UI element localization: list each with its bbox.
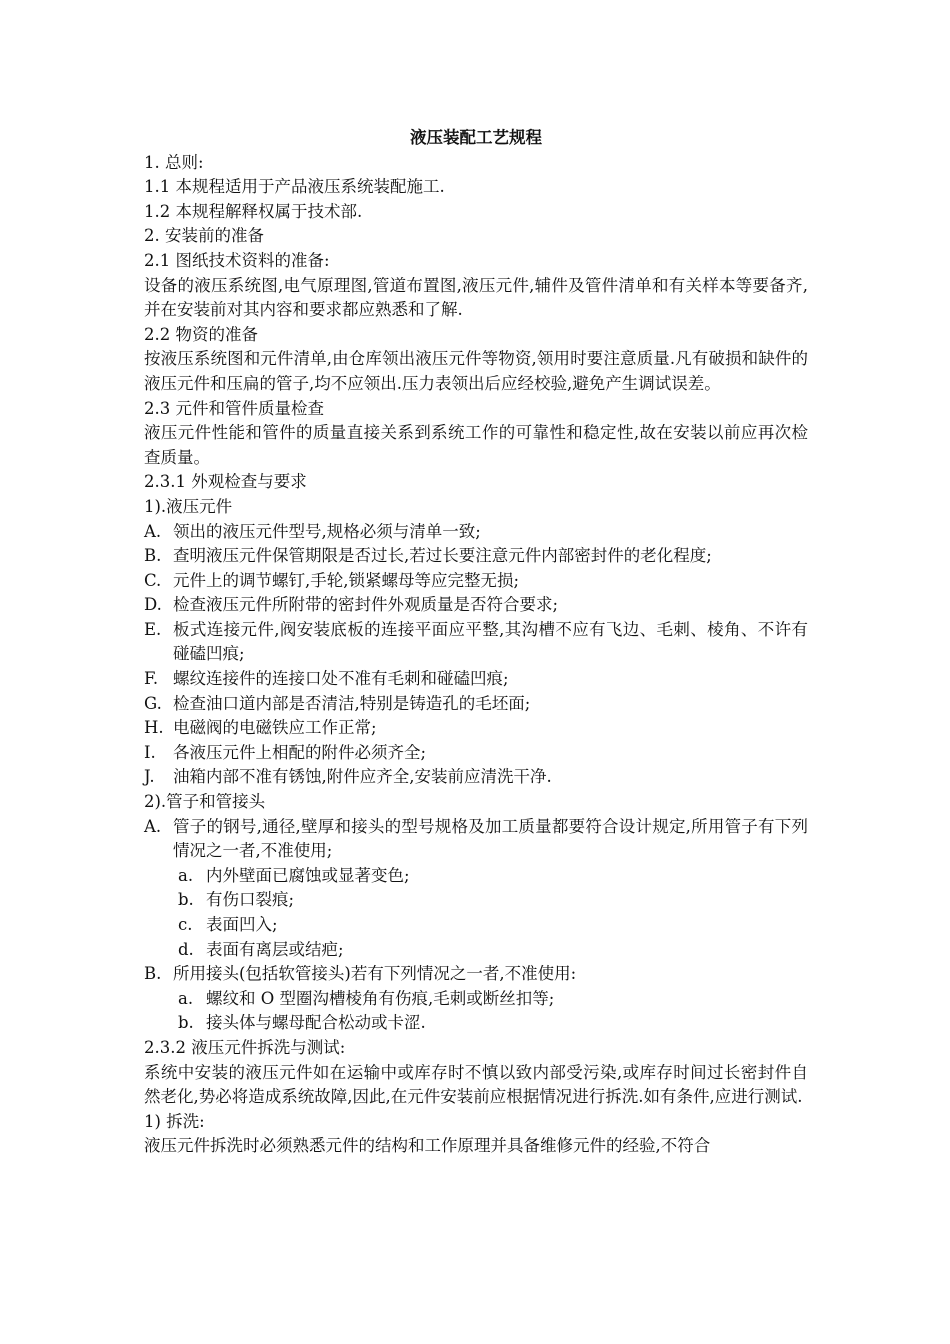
document-title: 液压装配工艺规程 (410, 128, 542, 147)
sub-list-item (144, 987, 808, 1012)
list-item-text: 所用接头(包括软管接头)若有下列情况之一者,不准使用: (173, 964, 577, 984)
list-item (144, 962, 808, 987)
sub-list-item-text: 有伤口裂痕; (206, 890, 295, 910)
sub-list-marker: b. (178, 1013, 194, 1033)
sub-list-marker: a. (178, 865, 194, 885)
sub-list-item (144, 1011, 808, 1036)
list-marker: A. (144, 521, 162, 541)
list-item (144, 815, 808, 864)
sub-list-item (144, 864, 808, 889)
document-body (144, 126, 808, 1159)
group-heading: 1) 拆洗: (144, 1111, 205, 1131)
clause-heading: 2.3.2 液压元件拆洗与测试: (144, 1037, 346, 1057)
list-item (144, 716, 808, 741)
list-item (144, 593, 808, 618)
paragraph: 设备的液压系统图,电气原理图,管道布置图,液压元件,辅件及管件清单和有关样本等要备齐,并在安装前对其内容和要求都应熟悉和了解. (144, 275, 808, 320)
list-item-text: 检查油口道内部是否清洁,特别是铸造孔的毛坯面; (173, 693, 531, 713)
list-item (144, 692, 808, 717)
list-item (144, 667, 808, 692)
sub-list-marker: a. (178, 988, 194, 1008)
paragraph: 按液压系统图和元件清单,由仓库领出液压元件等物资,领用时要注意质量.凡有破损和缺件的液压元件和压扁的管子,均不应领出.压力表领出后应经校验,避免产生调试误差。 (144, 349, 808, 393)
list-item (144, 544, 808, 569)
sub-list-item-text: 表面凹入; (206, 915, 278, 934)
group-heading: 1).液压元件 (144, 496, 233, 516)
list-marker: B. (144, 964, 162, 984)
sub-list-item (144, 913, 808, 938)
list-item (144, 569, 808, 594)
paragraph: 液压元件性能和管件的质量直接关系到系统工作的可靠性和稳定性,故在安装以前应再次检查质量。 (144, 423, 808, 467)
paragraph: 系统中安装的液压元件如在运输中或库存时不慎以致内部受污染,或库存时间过长密封件自然老化,势必将造成系统故障,因此,在元件安装前应根据情况进行拆洗.如有条件,应进行测试. (144, 1062, 808, 1107)
list-item-text: 查明液压元件保管期限是否过长,若过长要注意元件内部密封件的老化程度; (173, 546, 712, 566)
clause-heading: 2.1 图纸技术资料的准备: (144, 250, 330, 270)
list-marker: F. (144, 669, 159, 689)
list-marker: G. (144, 693, 162, 713)
list-item (144, 618, 808, 667)
list-marker: B. (144, 546, 162, 566)
clause-heading: 2.2 物资的准备 (144, 324, 258, 344)
sub-list-item-text: 接头体与螺母配合松动或卡涩. (206, 1013, 426, 1033)
list-item-text: 管子的钢号,通径,壁厚和接头的型号规格及加工质量都要符合设计规定,所用管子有下列情况之一者,不准使用; (173, 816, 808, 861)
list-item (144, 741, 808, 766)
list-item-text: 领出的液压元件型号,规格必须与清单一致; (173, 521, 481, 541)
list-marker: I. (144, 742, 156, 762)
clause: 1.2 本规程解释权属于技术部. (144, 201, 363, 221)
list-marker: D. (144, 595, 162, 615)
section-heading: 2. 安装前的准备 (144, 226, 264, 246)
list-item-text: 螺纹连接件的连接口处不准有毛刺和碰磕凹痕; (173, 669, 509, 689)
list-marker: H. (144, 718, 164, 738)
list-item-text: 检查液压元件所附带的密封件外观质量是否符合要求; (173, 595, 559, 615)
sub-list-marker: c. (178, 915, 193, 934)
clause: 1.1 本规程适用于产品液压系统装配施工. (144, 177, 445, 197)
list-item-text: 电磁阀的电磁铁应工作正常; (173, 718, 377, 738)
list-item (144, 765, 808, 790)
section-heading: 1. 总则: (144, 152, 204, 172)
clause-heading: 2.3.1 外观检查与要求 (144, 472, 307, 492)
sub-list-marker: d. (178, 939, 194, 959)
list-marker: A. (144, 816, 162, 836)
clause-heading: 2.3 元件和管件质量检查 (144, 398, 324, 418)
sub-list-item-text: 螺纹和 O 型圈沟槽棱角有伤痕,毛刺或断丝扣等; (206, 988, 555, 1008)
list-marker: J. (144, 767, 155, 787)
paragraph-truncated: 液压元件拆洗时必须熟悉元件的结构和工作原理并具备维修元件的经验,不符合 (144, 1136, 711, 1156)
list-item (144, 520, 808, 545)
list-item-text: 油箱内部不准有锈蚀,附件应齐全,安装前应清洗干净. (173, 767, 552, 787)
sub-list-item-text: 表面有离层或结疤; (206, 939, 344, 959)
sub-list-item-text: 内外壁面已腐蚀或显著变色; (206, 865, 410, 885)
sub-list-item (144, 938, 808, 963)
list-item-text: 各液压元件上相配的附件必须齐全; (173, 742, 427, 762)
sub-list-marker: b. (178, 890, 194, 910)
sub-list-item (144, 888, 808, 913)
list-item-text: 板式连接元件,阀安装底板的连接平面应平整,其沟槽不应有飞边、毛刺、棱角、不许有碰磕凹痕; (173, 619, 808, 664)
group-heading: 2).管子和管接头 (144, 792, 266, 812)
list-item-text: 元件上的调节螺钉,手轮,锁紧螺母等应完整无损; (173, 570, 520, 590)
list-marker: C. (144, 570, 162, 590)
list-marker: E. (144, 619, 162, 639)
